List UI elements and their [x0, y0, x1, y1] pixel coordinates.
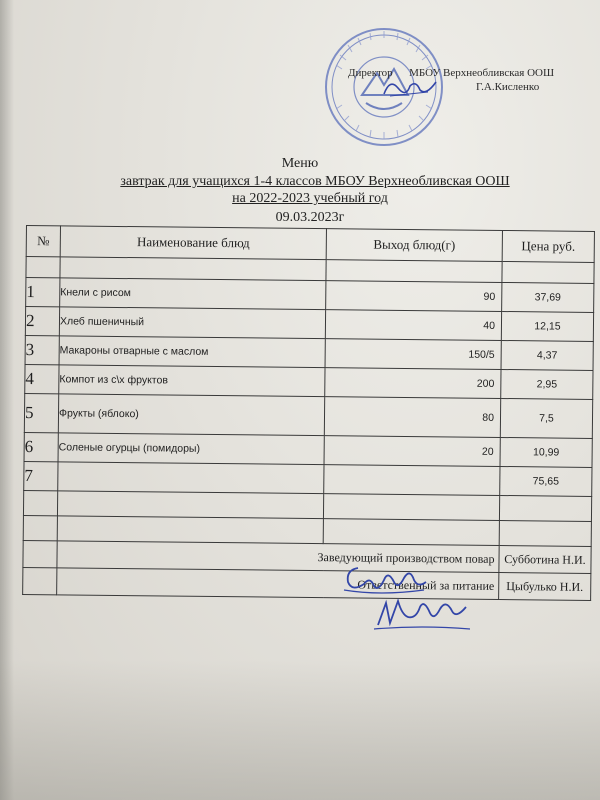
- total-price: 75,65: [500, 466, 592, 496]
- dish-price: 12,15: [501, 311, 593, 341]
- cook-signature: [340, 560, 430, 600]
- signature-row: [23, 567, 591, 600]
- header-output: Выход блюд(г): [326, 229, 502, 262]
- row-number: 1: [26, 278, 60, 307]
- dish-output: [324, 465, 500, 496]
- approval-block: [348, 66, 554, 94]
- row-number: 2: [25, 307, 59, 336]
- dish-name: [58, 462, 324, 494]
- row-number: 7: [24, 461, 58, 490]
- signature-name: Субботина Н.И.: [499, 545, 591, 573]
- header-dish-name: Наименование блюд: [60, 226, 326, 260]
- dish-output: 200: [325, 368, 501, 399]
- signature-name: Цыбулько Н.И.: [499, 572, 591, 600]
- menu-subtitle: завтрак для учащихся 1-4 классов МБОУ Верхнеобливская ООШ: [120, 174, 510, 189]
- dish-price: 2,95: [501, 369, 593, 399]
- director-signature: [380, 74, 440, 102]
- dish-name: Кнели с рисом: [60, 278, 326, 310]
- row-number: 6: [24, 432, 58, 461]
- signature-role: Заведующий производством повар: [57, 541, 499, 573]
- row-number: 3: [25, 335, 59, 364]
- dish-price: 10,99: [500, 437, 592, 467]
- dish-name: Хлеб пшеничный: [59, 307, 325, 339]
- menu-title: Меню: [281, 156, 319, 171]
- bottom-shade: [0, 660, 600, 800]
- table-row: [24, 393, 592, 438]
- approval-role: Директор: [348, 67, 393, 79]
- school-year: на 2022-2023 учебный год: [232, 191, 388, 206]
- dish-output: 80: [324, 397, 500, 438]
- dish-name: Компот из с\х фруктов: [59, 365, 325, 397]
- responsible-signature: [372, 595, 472, 633]
- menu-date: 09.03.2023г: [275, 210, 345, 225]
- row-number: 4: [25, 364, 59, 393]
- menu-table: [22, 225, 595, 601]
- dish-price: 4,37: [501, 340, 593, 370]
- dish-name: Соленые огурцы (помидоры): [58, 433, 324, 465]
- dish-price: 37,69: [502, 282, 594, 312]
- dish-output: 90: [326, 281, 502, 312]
- approval-school: МБОУ Верхнеобливская ООШ: [409, 67, 555, 79]
- dish-name: Макароны отварные с маслом: [59, 336, 325, 368]
- header-price: Цена руб.: [502, 230, 594, 262]
- dish-name: Фрукты (яблоко): [58, 394, 324, 436]
- dish-output: 20: [324, 436, 500, 467]
- dish-output: 150/5: [325, 339, 501, 370]
- header-number: №: [26, 226, 60, 257]
- signature-role: Ответственный за питание: [57, 568, 499, 600]
- approval-director: Г.А.Кисленко: [476, 81, 540, 93]
- dish-price: 7,5: [500, 398, 592, 438]
- row-number: 5: [24, 393, 58, 432]
- dish-output: 40: [325, 310, 501, 341]
